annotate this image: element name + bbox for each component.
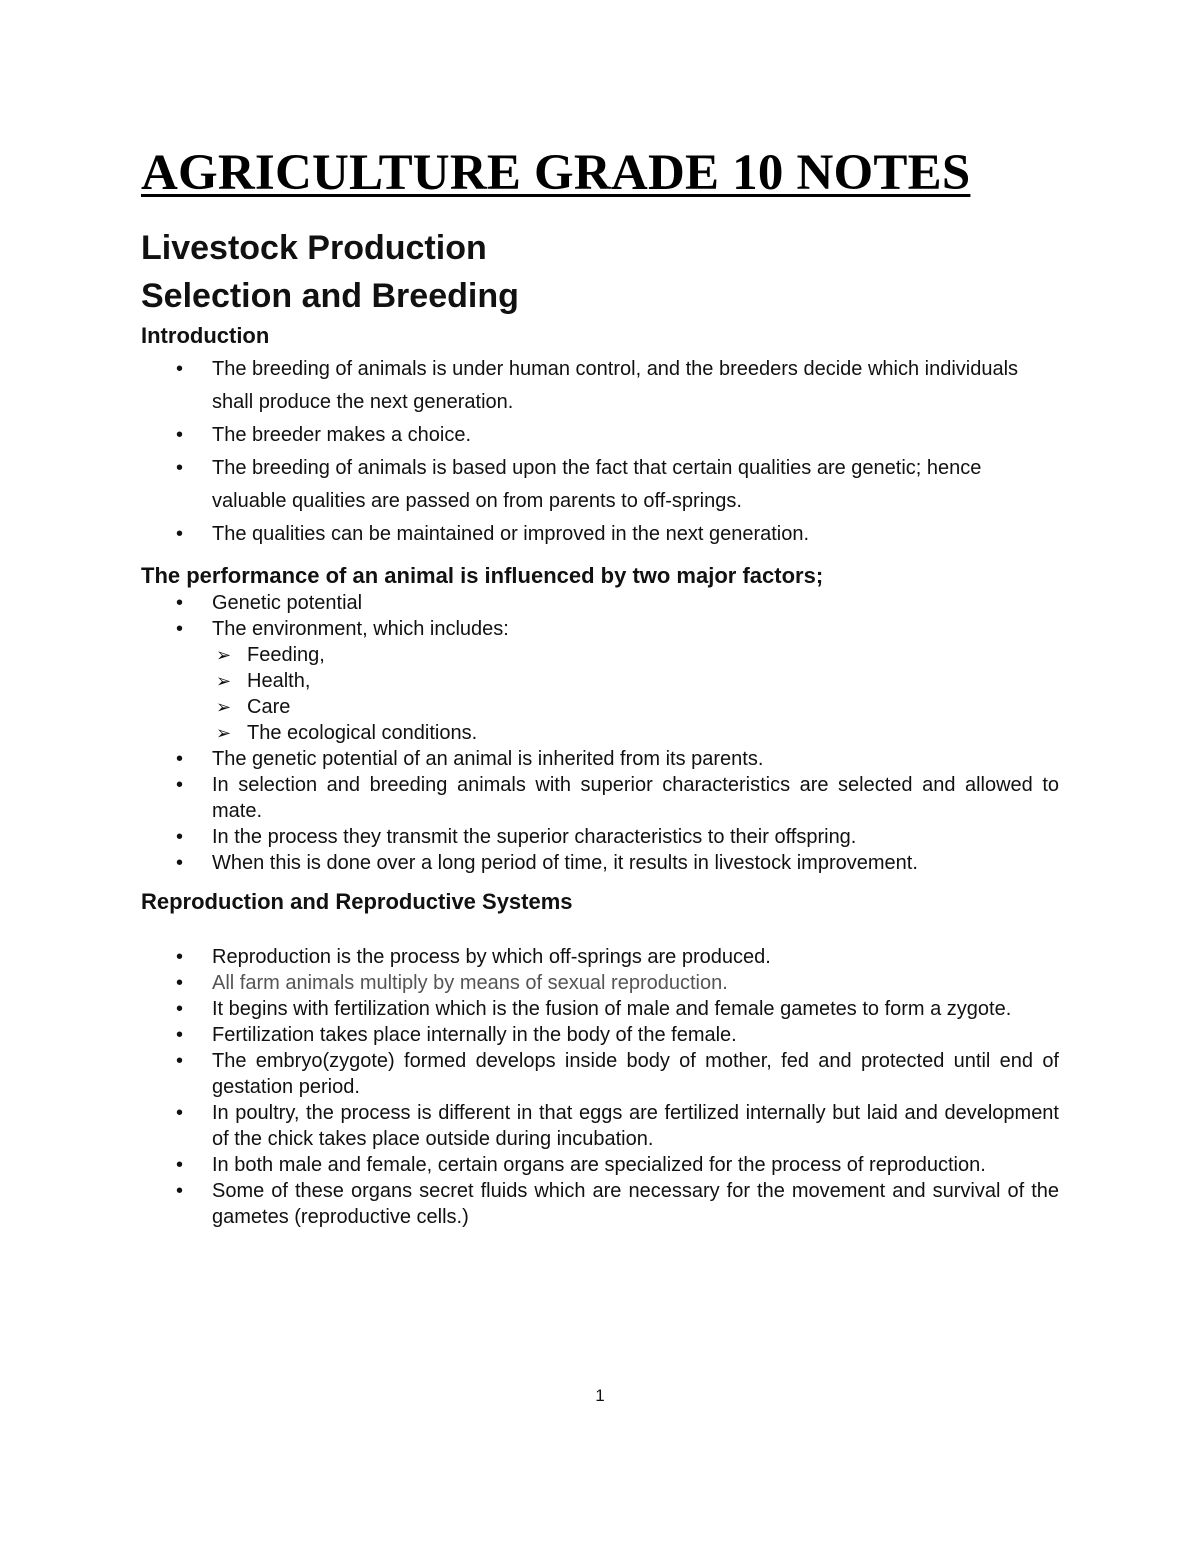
sub-list-item: ➢ Health, xyxy=(216,670,311,692)
introduction-list xyxy=(141,353,1021,551)
list-item: • When this is done over a long period of time, it results in livestock improvement. xyxy=(176,852,918,874)
bullet-icon: • xyxy=(176,523,184,545)
bullet-icon: • xyxy=(176,1102,184,1124)
bullet-icon: • xyxy=(176,1180,184,1202)
list-item: • The breeder makes a choice. xyxy=(141,419,1021,452)
bullet-icon: • xyxy=(176,592,184,614)
bullet-icon: • xyxy=(176,1154,184,1176)
heading-reproduction-systems: Reproduction and Reproductive Systems xyxy=(141,889,573,914)
list-item: • In selection and breeding animals with superior characteristics are selected and allowed to mate. xyxy=(176,774,1059,822)
bullet-icon: • xyxy=(176,774,184,796)
arrow-bullet-icon: ➢ xyxy=(216,645,232,665)
bullet-icon: • xyxy=(176,946,184,968)
list-item: • The breeding of animals is based upon the fact that certain qualities are genetic; hence valuable qualities are passed on from parents to off-springs. xyxy=(141,452,1021,518)
bullet-icon: • xyxy=(176,424,184,446)
arrow-bullet-icon: ➢ xyxy=(216,697,232,717)
sub-list-item: ➢ The ecological conditions. xyxy=(216,722,478,744)
environment-sublist xyxy=(212,642,1059,746)
document-title: AGRICULTURE GRADE 10 NOTES xyxy=(141,145,971,201)
list-item: • The breeding of animals is under human control, and the breeders decide which individuals shall produce the next generation. xyxy=(141,353,1021,419)
heading-selection-and-breeding: Selection and Breeding xyxy=(141,277,519,315)
bullet-icon: • xyxy=(176,1050,184,1072)
bullet-icon: • xyxy=(176,852,184,874)
heading-livestock-production: Livestock Production xyxy=(141,229,487,267)
list-item: • All farm animals multiply by means of sexual reproduction. xyxy=(176,972,728,994)
bullet-icon: • xyxy=(176,457,184,479)
list-item: • In both male and female, certain organs are specialized for the process of reproduction. xyxy=(176,1154,986,1176)
bullet-icon: • xyxy=(176,826,184,848)
bullet-icon: • xyxy=(176,618,184,640)
list-item: • Some of these organs secret fluids which are necessary for the movement and survival of the gametes (reproductive cells.) xyxy=(176,1180,1059,1228)
performance-list xyxy=(141,590,1059,876)
list-item: • In poultry, the process is different in that eggs are fertilized internally but laid and development of the chick takes place outside during incubation. xyxy=(176,1102,1059,1150)
list-item: • Reproduction is the process by which off-springs are produced. xyxy=(176,946,771,968)
list-item: • The genetic potential of an animal is inherited from its parents. xyxy=(176,748,764,770)
list-item: • The qualities can be maintained or improved in the next generation. xyxy=(141,518,1021,551)
bullet-icon: • xyxy=(176,748,184,770)
bullet-icon: • xyxy=(176,1024,184,1046)
bullet-icon: • xyxy=(176,972,184,994)
bullet-icon: • xyxy=(176,358,184,380)
list-item: • Genetic potential xyxy=(176,592,363,614)
list-item: • Fertilization takes place internally in the body of the female. xyxy=(176,1024,737,1046)
list-item: • It begins with fertilization which is the fusion of male and female gametes to form a zygote. xyxy=(176,998,1012,1020)
list-item: • The environment, which includes: ➢ Feeding, ➢ Health, ➢ Care ➢ The ecological conditions. xyxy=(141,616,1059,746)
bullet-icon: • xyxy=(176,998,184,1020)
heading-performance-factors: The performance of an animal is influenced by two major factors; xyxy=(141,563,824,588)
sub-list-item: ➢ Care xyxy=(216,696,291,718)
page-number: 1 xyxy=(595,1386,605,1405)
arrow-bullet-icon: ➢ xyxy=(216,671,232,691)
heading-introduction: Introduction xyxy=(141,323,270,348)
list-item: • The embryo(zygote) formed develops inside body of mother, fed and protected until end of gestation period. xyxy=(176,1050,1059,1098)
list-item: • In the process they transmit the superior characteristics to their offspring. xyxy=(176,826,857,848)
arrow-bullet-icon: ➢ xyxy=(216,723,232,743)
sub-list-item: ➢ Feeding, xyxy=(216,644,325,666)
reproduction-list xyxy=(141,944,1059,1230)
